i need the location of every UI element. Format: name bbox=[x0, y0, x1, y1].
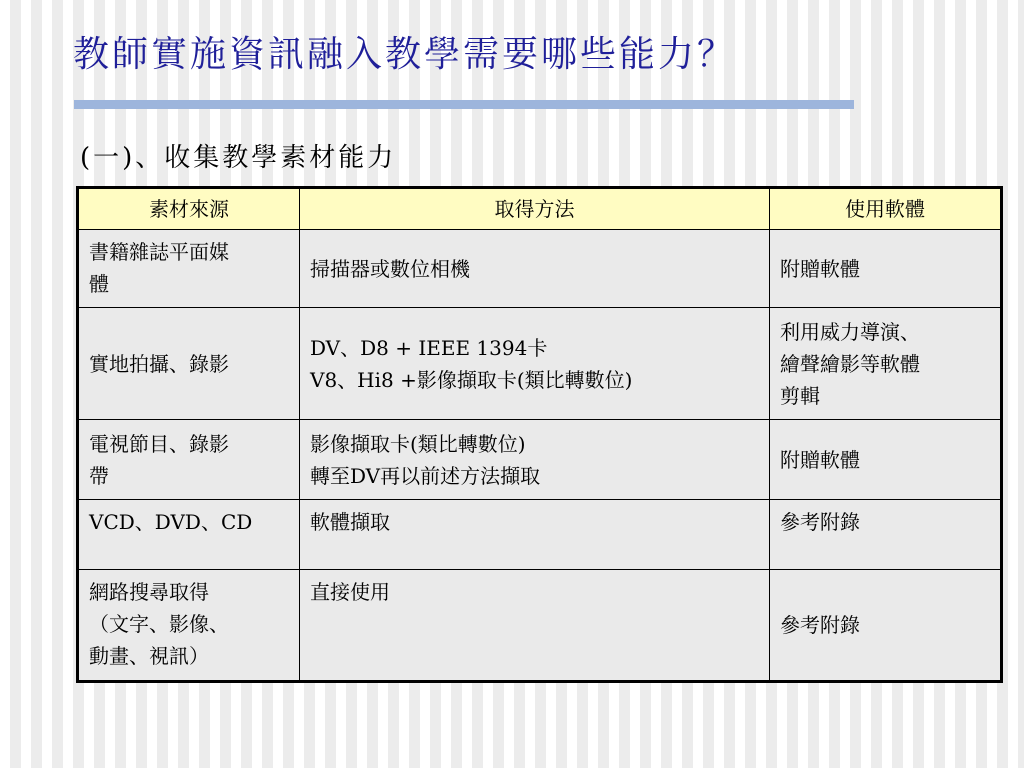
cell-text: 轉至DV再以前述方法擷取 bbox=[310, 463, 541, 488]
cell-software bbox=[770, 570, 1002, 682]
cell-text: 利用威力導演、 bbox=[780, 319, 920, 344]
cell-text: （文字、影像、 bbox=[89, 612, 229, 636]
table-row bbox=[78, 570, 1002, 682]
cell-source bbox=[78, 500, 300, 570]
table-row bbox=[78, 308, 1002, 420]
cell-method bbox=[300, 420, 770, 500]
title-underline bbox=[74, 100, 854, 109]
header-method: 取得方法 bbox=[300, 188, 770, 230]
cell-text: 體 bbox=[89, 272, 109, 296]
cell-software bbox=[770, 500, 1002, 570]
cell-source bbox=[78, 420, 300, 500]
cell-text: 附贈軟體 bbox=[780, 447, 860, 472]
section-subtitle: (一)、收集教學素材能力 bbox=[80, 143, 397, 173]
cell-text: 參考附錄 bbox=[780, 510, 860, 534]
materials-table bbox=[76, 186, 1003, 683]
cell-text: 電視節目、錄影 bbox=[89, 431, 229, 456]
cell-software bbox=[770, 230, 1002, 308]
cell-method bbox=[300, 230, 770, 308]
table-row bbox=[78, 500, 1002, 570]
slide-title: 教師實施資訊融入教學需要哪些能力？ bbox=[73, 34, 737, 75]
cell-text: V8、Hi8 +影像擷取卡(類比轉數位) bbox=[310, 367, 633, 392]
cell-source bbox=[78, 308, 300, 420]
cell-software bbox=[770, 420, 1002, 500]
cell-text: 剪輯 bbox=[780, 383, 820, 408]
cell-text: DV、D8 + IEEE 1394卡 bbox=[310, 335, 548, 360]
cell-method bbox=[300, 570, 770, 682]
table-header-row bbox=[78, 188, 1002, 230]
cell-text: 實地拍攝、錄影 bbox=[89, 351, 229, 376]
cell-text: 動畫、視訊） bbox=[89, 644, 209, 668]
cell-text: 繪聲繪影等軟體 bbox=[780, 351, 920, 376]
cell-text: 網路搜尋取得 bbox=[89, 580, 209, 604]
cell-text: 掃描器或數位相機 bbox=[310, 256, 470, 281]
cell-text: VCD、DVD、CD bbox=[89, 510, 253, 534]
cell-text: 書籍雜誌平面媒 bbox=[89, 240, 229, 264]
cell-method bbox=[300, 500, 770, 570]
header-source: 素材來源 bbox=[78, 188, 300, 230]
cell-software bbox=[770, 308, 1002, 420]
cell-source bbox=[78, 570, 300, 682]
cell-text: 軟體擷取 bbox=[310, 510, 390, 534]
cell-source bbox=[78, 230, 300, 308]
cell-text: 帶 bbox=[89, 463, 109, 488]
cell-text: 附贈軟體 bbox=[780, 256, 860, 281]
cell-text: 參考附錄 bbox=[780, 613, 860, 637]
table-row bbox=[78, 230, 1002, 308]
cell-method bbox=[300, 308, 770, 420]
cell-text: 影像擷取卡(類比轉數位) bbox=[310, 431, 526, 456]
table-row bbox=[78, 420, 1002, 500]
header-software: 使用軟體 bbox=[770, 188, 1002, 230]
cell-text: 直接使用 bbox=[310, 580, 390, 604]
